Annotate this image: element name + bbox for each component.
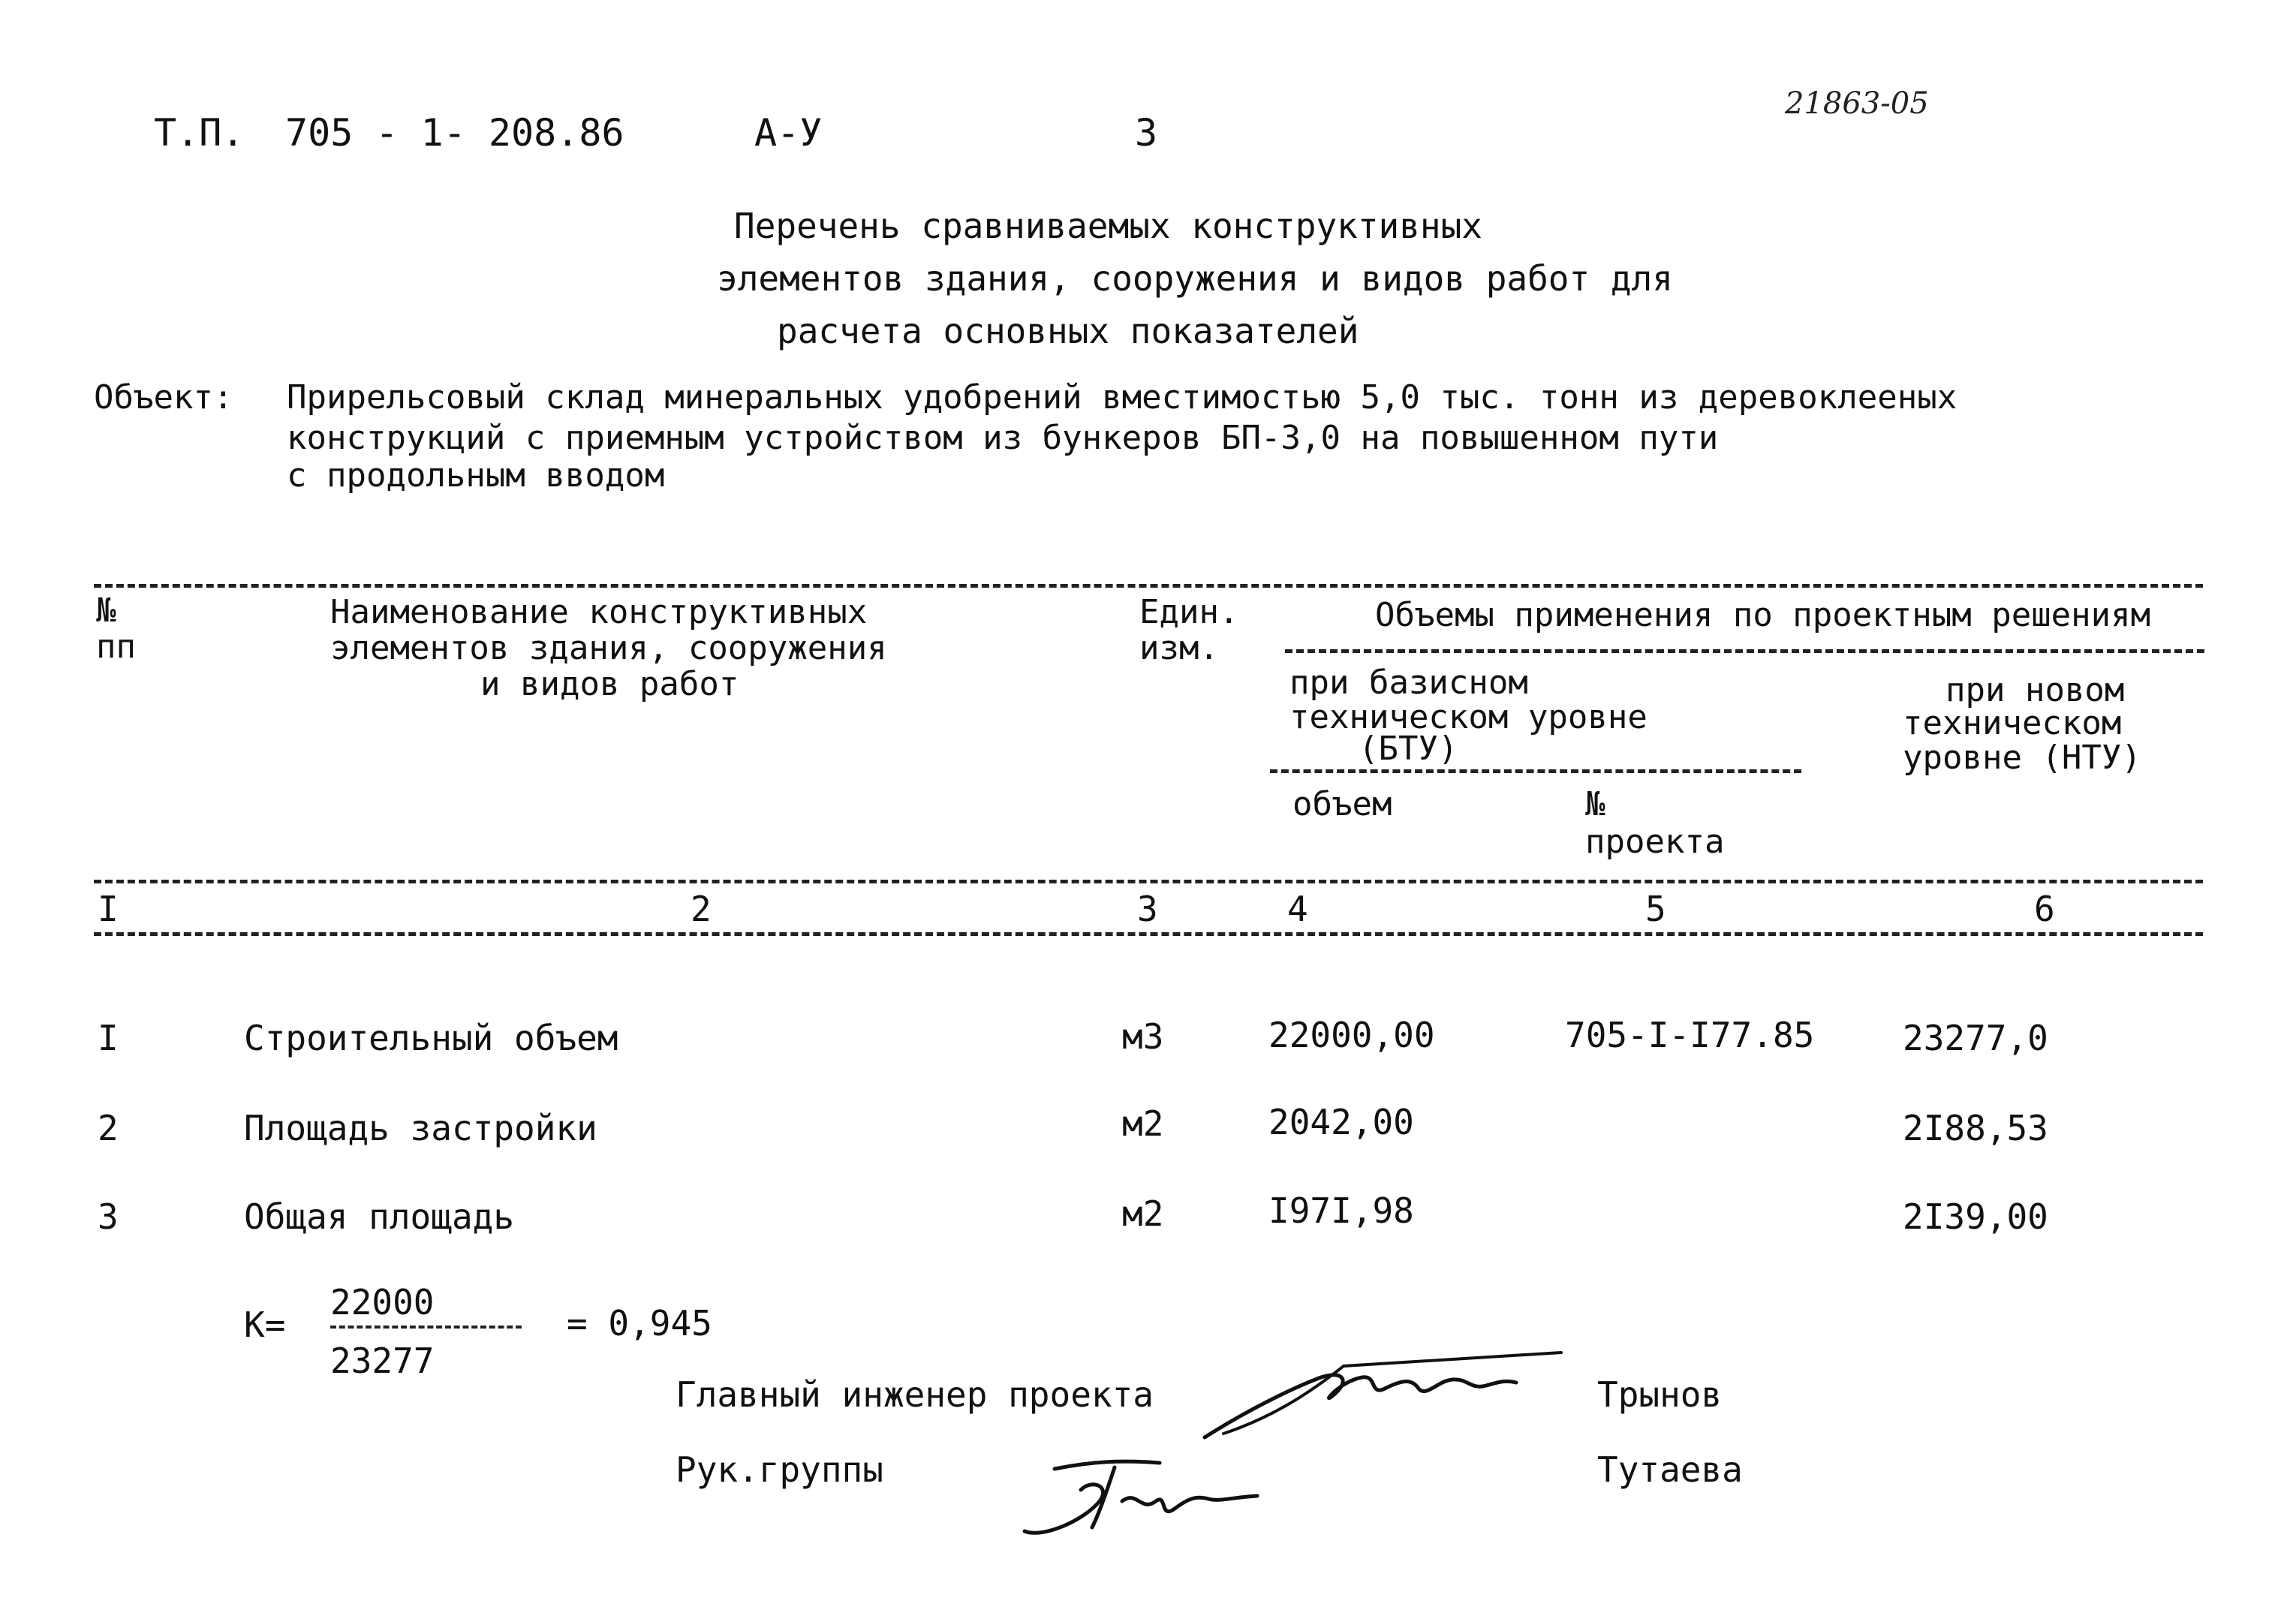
- series-label: Т.П.: [154, 111, 245, 155]
- row-base-volume: 22000,00: [1268, 1015, 1435, 1055]
- title-line-3: расчета основных показателей: [777, 311, 1359, 351]
- formula-denominator: 23277: [330, 1341, 435, 1381]
- header-name-line-1: Наименование конструктивных: [330, 593, 868, 631]
- column-number-1: I: [98, 889, 119, 929]
- row-name: Строительный объем: [244, 1018, 618, 1058]
- row-base-volume: I97I,98: [1268, 1190, 1414, 1231]
- row-new: 2I39,00: [1903, 1196, 2048, 1237]
- group-head-name: Тутаева: [1597, 1449, 1743, 1490]
- formula-numerator: 22000: [330, 1282, 435, 1323]
- row-unit: м2: [1122, 1103, 1164, 1144]
- row-no: I: [98, 1018, 119, 1058]
- chief-engineer-name: Трынов: [1597, 1374, 1723, 1415]
- row-no: 3: [98, 1196, 119, 1237]
- row-name: Общая площадь: [244, 1196, 515, 1237]
- formula-result: = 0,945: [567, 1303, 712, 1344]
- header-base-line-2: техническом уровне: [1289, 698, 1648, 736]
- row-base-volume: 2042,00: [1268, 1102, 1414, 1142]
- header-new-line-2: техническом: [1903, 704, 2122, 742]
- title-line-1: Перечень сравниваемых конструктивных: [734, 206, 1482, 246]
- archive-number: 21863-05: [1785, 86, 1929, 121]
- row-new: 23277,0: [1903, 1018, 2048, 1058]
- header-no-line-1: №: [96, 591, 116, 630]
- header-volumes: Объемы применения по проектным решениям: [1375, 596, 2151, 634]
- row-unit: м2: [1122, 1193, 1164, 1234]
- object-line-1: Прирельсовый склад минеральных удобрений вместимостью 5,0 тыс. тонн из деревоклееных: [287, 378, 1957, 417]
- header-base-line-3: (БТУ): [1359, 730, 1458, 768]
- project-code: 705 - 1- 208.86: [285, 111, 624, 155]
- column-number-2: 2: [691, 889, 712, 929]
- table-top-rule: [94, 584, 2203, 588]
- object-line-3: с продольным вводом: [287, 456, 665, 495]
- header-unit-line-1: Един.: [1139, 593, 1239, 631]
- formula-fraction-line: [330, 1326, 522, 1329]
- title-line-2: элементов здания, сооружения и видов работ для: [717, 258, 1673, 299]
- column-numbers-top-rule: [94, 880, 2203, 883]
- page-number: 3: [1135, 111, 1158, 155]
- chief-engineer-signature: [1201, 1336, 1591, 1449]
- header-base-volume: объем: [1292, 785, 1392, 823]
- header-base-rule: [1270, 769, 1801, 773]
- header-base-project-line-2: проекта: [1585, 823, 1725, 861]
- column-number-5: 5: [1645, 889, 1666, 929]
- object-label: Объект:: [94, 378, 233, 417]
- row-name: Площадь застройки: [244, 1108, 597, 1148]
- chief-engineer-label: Главный инженер проекта: [676, 1374, 1154, 1415]
- album-code: А-У: [754, 111, 823, 155]
- row-unit: м3: [1122, 1016, 1164, 1057]
- header-unit-line-2: изм.: [1139, 629, 1219, 667]
- group-head-label: Рук.группы: [676, 1449, 883, 1490]
- object-line-2: конструкций с приемным устройством из бункеров БП-3,0 на повышенном пути: [287, 419, 1719, 457]
- row-project: 705-I-I77.85: [1565, 1015, 1815, 1055]
- header-new-line-3: уровне (НТУ): [1903, 739, 2141, 777]
- row-new: 2I88,53: [1903, 1108, 2048, 1148]
- column-number-6: 6: [2034, 889, 2055, 929]
- header-volumes-rule: [1285, 649, 2204, 653]
- header-name-line-3: и видов работ: [480, 665, 739, 703]
- group-head-signature: [1010, 1437, 1295, 1550]
- column-number-4: 4: [1287, 889, 1308, 929]
- row-no: 2: [98, 1108, 119, 1148]
- header-name-line-2: элементов здания, сооружения: [330, 629, 887, 667]
- header-new-line-1: при новом: [1945, 671, 2125, 709]
- header-no-line-2: пп: [96, 627, 136, 666]
- column-number-3: 3: [1137, 889, 1158, 929]
- header-base-line-1: при базисном: [1289, 664, 1528, 702]
- formula-k-label: К=: [244, 1305, 286, 1345]
- column-numbers-bottom-rule: [94, 932, 2203, 936]
- header-base-project-line-1: №: [1585, 785, 1605, 823]
